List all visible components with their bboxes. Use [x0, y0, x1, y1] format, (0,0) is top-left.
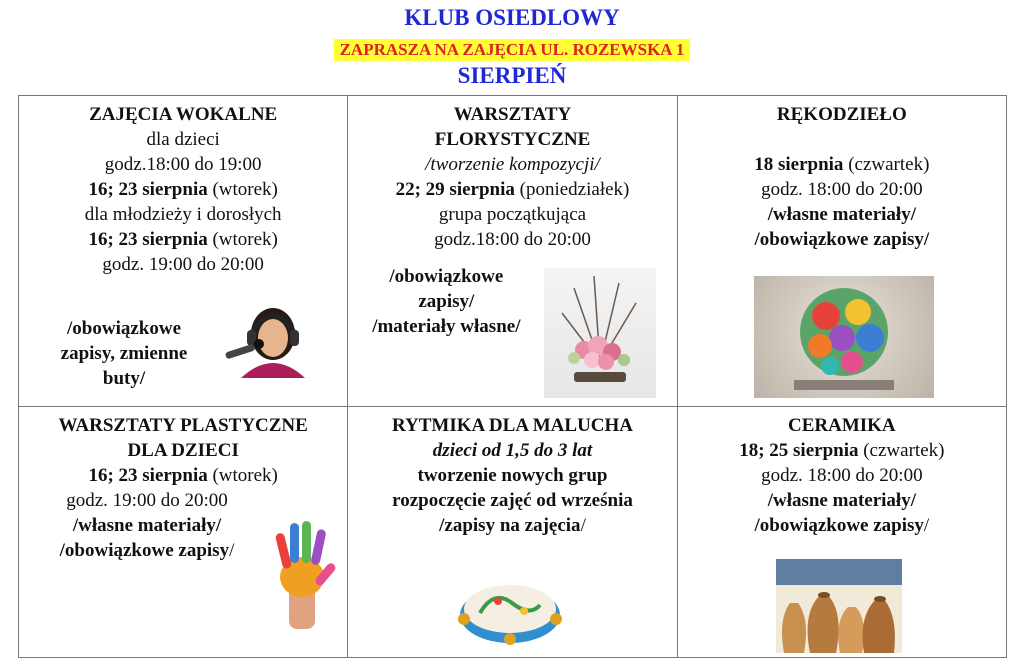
ceramics-line2: godz. 18:00 do 20:00: [761, 465, 923, 486]
cell-vocal: [19, 96, 348, 407]
handicraft-day: (czwartek): [843, 154, 930, 175]
rhythm-line4-bold: /zapisy na zajęcia: [439, 515, 581, 536]
invitation-subtitle: ZAPRASZA NA ZAJĘCIA UL. ROZEWSKA 1: [334, 39, 691, 61]
painted-hand-photo-icon: [265, 519, 337, 629]
vocal-day-kids: (wtorek): [207, 179, 278, 200]
cell-art: [19, 407, 348, 658]
ceramics-day: (czwartek): [858, 440, 945, 461]
ceramics-title: CERAMIKA: [787, 415, 896, 436]
floral-dates: 22; 29 sierpnia: [395, 179, 515, 200]
ceramics-line4-rest: /: [923, 515, 930, 536]
ceramics-line3: /własne materiały/: [767, 490, 916, 511]
floral-title-1: WARSZTATY: [453, 104, 572, 125]
art-title-2: DLA DZIECI: [127, 440, 239, 461]
vocal-title: ZAJĘCIA WOKALNE: [89, 104, 278, 125]
month-title: SIERPIEŃ: [457, 63, 567, 88]
floral-line1: /tworzenie kompozycji/: [425, 154, 600, 175]
art-line2: godz. 19:00 do 20:00: [66, 490, 228, 511]
vocal-dates-kids: 16; 23 sierpnia: [88, 179, 208, 200]
ceramics-line4-bold: /obowiązkowe zapisy: [754, 515, 924, 536]
art-dates: 16; 23 sierpnia: [88, 465, 208, 486]
flower-arrangement-photo-icon: [544, 268, 656, 398]
floral-line4: godz.18:00 do 20:00: [434, 229, 591, 250]
art-line3: /własne materiały/: [72, 515, 222, 536]
vocal-dates-adults: 16; 23 sierpnia: [88, 229, 208, 250]
cell-rhythm: [348, 407, 677, 658]
cell-ceramics: [677, 407, 1006, 658]
rhythm-line3: rozpoczęcie zajęć od września: [392, 490, 633, 511]
club-title: KLUB OSIEDLOWY: [404, 5, 620, 30]
vocal-line2: godz.18:00 do 19:00: [104, 154, 262, 175]
cell-handicraft: [677, 96, 1006, 407]
floral-line3: grupa początkująca: [438, 204, 587, 225]
origami-ball-photo-icon: [754, 276, 934, 398]
rhythm-line2: tworzenie nowych grup: [417, 465, 608, 486]
vocal-day-adults: (wtorek): [207, 229, 278, 250]
handicraft-line3: /własne materiały/: [767, 204, 916, 225]
rhythm-line1: dzieci od 1,5 do 3 lat: [432, 440, 593, 461]
floral-note3: /materiały własne/: [372, 316, 521, 337]
singer-photo-icon: [221, 304, 319, 378]
floral-note2: zapisy/: [418, 291, 475, 312]
art-line4-bold: /obowiązkowe zapisy: [59, 540, 230, 561]
handicraft-line4: /obowiązkowe zapisy/: [754, 229, 930, 250]
floral-note1: /obowiązkowe: [389, 266, 504, 287]
vocal-line6: godz. 19:00 do 20:00: [102, 254, 264, 275]
vocal-line1: dla dzieci: [146, 129, 220, 150]
vocal-note2: zapisy, zmienne: [60, 343, 188, 364]
handicraft-dates: 18 sierpnia: [754, 154, 844, 175]
floral-day: (poniedziałek): [514, 179, 630, 200]
ceramics-dates: 18; 25 sierpnia: [739, 440, 859, 461]
vocal-line4: dla młodzieży i dorosłych: [84, 204, 282, 225]
schedule-table: [18, 95, 1007, 658]
tambourine-photo-icon: [454, 569, 566, 649]
art-title-1: WARSZTATY PLASTYCZNE: [58, 415, 308, 436]
cell-floral: [348, 96, 677, 407]
vocal-note3: buty/: [102, 368, 146, 389]
pottery-photo-icon: [776, 559, 902, 653]
rhythm-title: RYTMIKA DLA MALUCHA: [391, 415, 634, 436]
handicraft-title: RĘKODZIEŁO: [776, 104, 907, 125]
handicraft-line2: godz. 18:00 do 20:00: [761, 179, 923, 200]
art-day: (wtorek): [207, 465, 278, 486]
art-line4-rest: /: [229, 540, 235, 561]
floral-title-2: FLORYSTYCZNE: [434, 129, 591, 150]
rhythm-line4-rest: /: [580, 515, 586, 536]
vocal-note1: /obowiązkowe: [67, 318, 181, 339]
